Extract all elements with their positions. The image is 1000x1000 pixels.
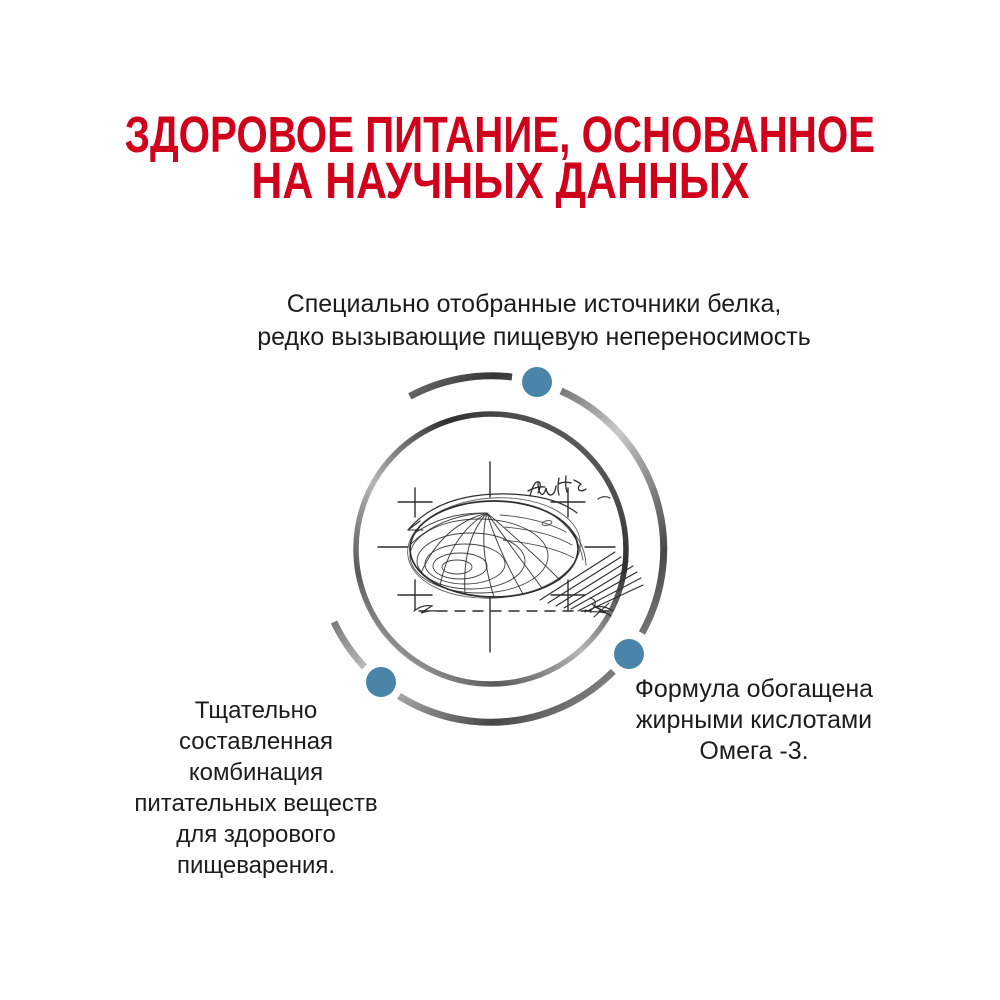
- headline-line-2: НА НАУЧНЫХ ДАННЫХ: [251, 152, 749, 209]
- kibble-body: [404, 492, 643, 612]
- outer-ring-arc-bottom-left: [334, 622, 365, 667]
- callout-omega-line-1: Формула обогащена: [634, 675, 874, 703]
- callout-protein-line-2: редко вызывающие пищевую непереносимость: [257, 323, 811, 351]
- blue-dot-marker-bottom-left: [366, 667, 396, 697]
- callout-nutrient-combination: [134, 695, 377, 881]
- callout-protein-sources: [257, 288, 810, 354]
- outer-ring-arc-top-left: [410, 376, 512, 397]
- callout-digestion-line-5: для здорового: [176, 821, 336, 848]
- callout-omega-line-3: Омега -3.: [699, 737, 809, 765]
- callout-digestion-line-2: составленная: [178, 728, 334, 755]
- outer-ring-arc-bottom: [399, 671, 613, 722]
- callout-protein-line-1: Специально отобранные источники белка,: [286, 290, 782, 318]
- headline-line-1: ЗДОРОВОЕ ПИТАНИЕ, ОСНОВАННОЕ: [124, 106, 876, 163]
- callout-omega-3: [635, 674, 873, 767]
- headline: [0, 106, 1000, 209]
- dimension-line: [414, 603, 613, 617]
- blue-dot-marker-bottom-right: [614, 639, 644, 669]
- signature-scribble: [528, 476, 610, 499]
- blue-dot-marker-top: [522, 367, 552, 397]
- callout-digestion-line-3: комбинация: [188, 759, 324, 786]
- callout-digestion-line-4: питательных веществ: [134, 790, 378, 817]
- callout-digestion-line-6: пищеварения.: [176, 852, 336, 879]
- callout-digestion-line-1: Тщательно: [194, 697, 318, 724]
- callout-omega-line-2: жирными кислотами: [635, 706, 873, 734]
